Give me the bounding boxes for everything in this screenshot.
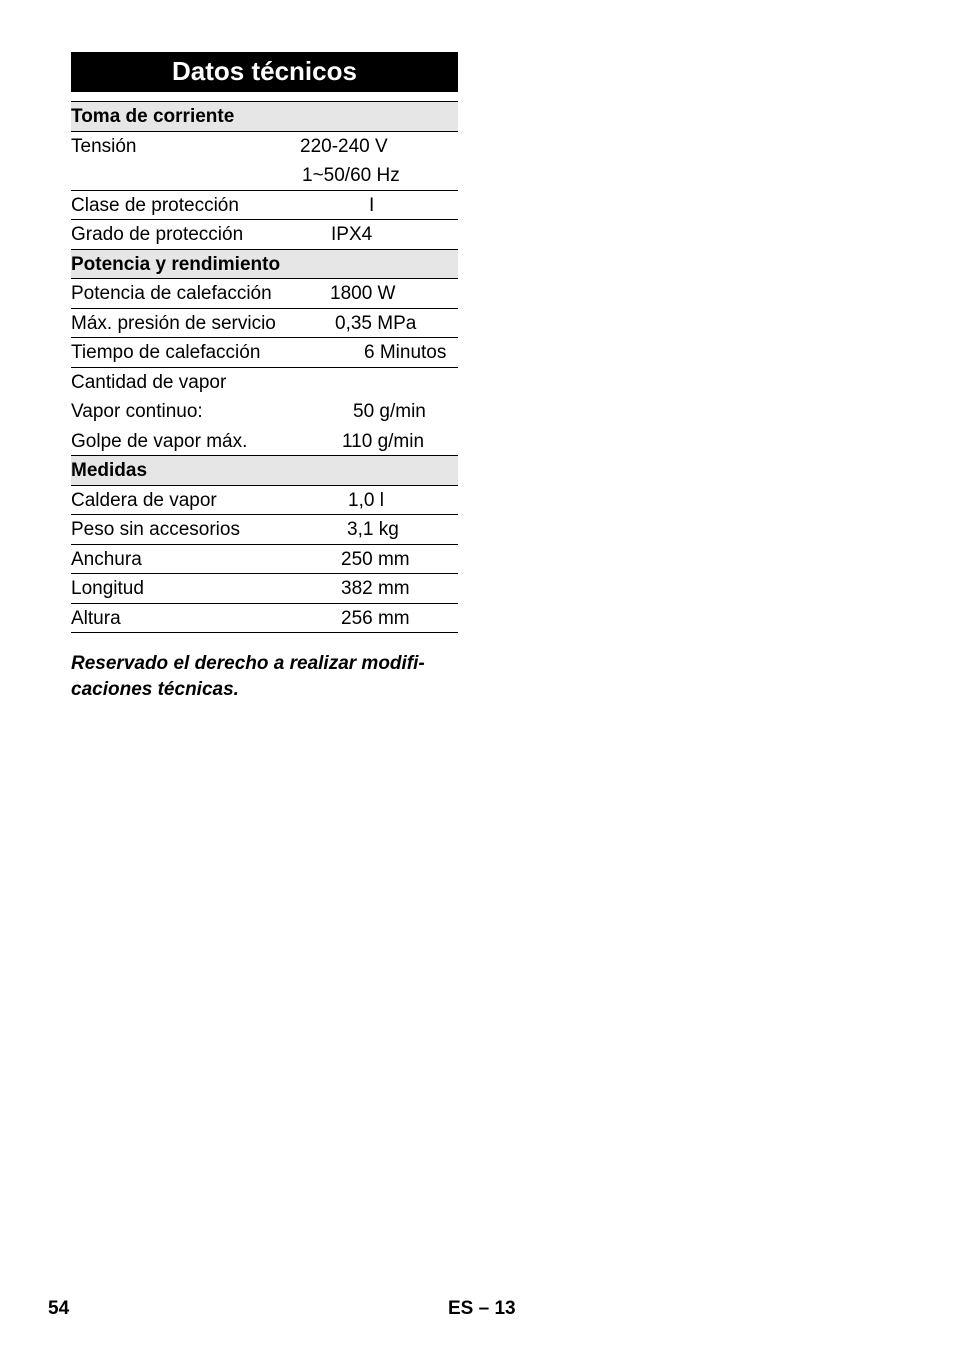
section-header-dimensions <box>71 456 458 486</box>
table-row-voltage <box>71 132 458 162</box>
section-label: Toma de corriente <box>71 106 235 127</box>
row-value: 3,1 kg <box>347 519 399 540</box>
section-header-power-supply <box>71 102 458 132</box>
table-row-length <box>71 574 458 604</box>
row-label: Golpe de vapor máx. <box>71 430 248 452</box>
section-label: Potencia y rendimiento <box>71 253 281 275</box>
row-value: 382 mm <box>341 578 410 599</box>
modification-note: Reservado el derecho a realizar modifi-caciones técnicas. <box>71 653 425 700</box>
row-label: Cantidad de vapor <box>71 371 227 393</box>
row-value: 1~50/60 Hz <box>302 165 400 186</box>
row-value: 256 mm <box>341 607 410 629</box>
table-row-width <box>71 545 458 575</box>
section-label: Medidas <box>71 460 148 481</box>
row-value: 1,0 l <box>348 489 384 511</box>
row-label: Longitud <box>71 578 144 599</box>
table-row-frequency <box>71 161 458 191</box>
section-header-performance <box>71 250 458 280</box>
row-value: 6 Minutos <box>364 342 447 363</box>
row-value: 50 g/min <box>353 401 426 422</box>
table-row-heating-power <box>71 279 458 309</box>
row-label: Tiempo de calefacción <box>71 342 261 363</box>
technical-data-column <box>71 52 458 703</box>
row-label: Peso sin accesorios <box>71 519 240 540</box>
row-value: I <box>369 194 375 216</box>
row-value: 0,35 MPa <box>335 312 417 334</box>
row-value: IPX4 <box>331 224 373 245</box>
row-label: Caldera de vapor <box>71 489 217 511</box>
row-label: Vapor continuo: <box>71 401 203 422</box>
table-row-max-pressure <box>71 309 458 339</box>
row-value: 220-240 V <box>300 135 388 157</box>
table-row-height <box>71 604 458 634</box>
spec-table <box>71 101 458 633</box>
section-page-number: ES – 13 <box>448 1298 516 1319</box>
table-row-protection-degree <box>71 220 458 250</box>
row-label: Máx. presión de servicio <box>71 312 276 334</box>
row-label: Clase de protección <box>71 194 239 216</box>
page-number: 54 <box>48 1298 70 1319</box>
row-value: 110 g/min <box>342 430 425 452</box>
table-row-steam-shot <box>71 427 458 457</box>
table-row-continuous-steam <box>71 397 458 427</box>
row-label: Grado de protección <box>71 224 244 245</box>
table-row-heating-time <box>71 338 458 368</box>
table-row-weight <box>71 515 458 545</box>
row-label: Altura <box>71 607 121 629</box>
table-row-steam-quantity <box>71 368 458 398</box>
row-label: Potencia de calefacción <box>71 283 272 304</box>
row-label: Tensión <box>71 135 137 157</box>
row-label: Anchura <box>71 548 142 570</box>
row-value: 1800 W <box>330 283 396 304</box>
page-title: Datos técnicos <box>71 52 458 92</box>
table-row-boiler <box>71 486 458 516</box>
table-row-protection-class <box>71 191 458 221</box>
row-value: 250 mm <box>341 548 410 570</box>
